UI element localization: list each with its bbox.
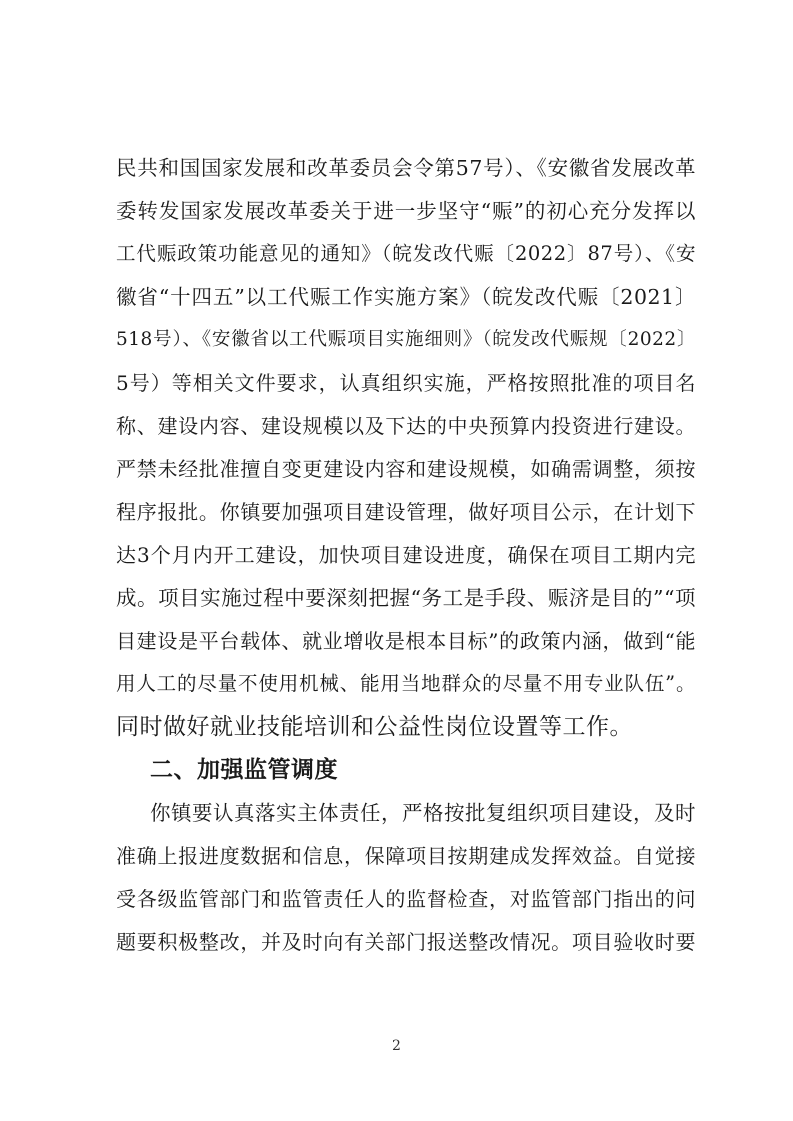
paragraph-line: 成。项目实施过程中要深刻把握“务工是手段、赈济是目的”“项 (116, 586, 696, 610)
paragraph-line: 徽省“十四五”以工代赈工作实施方案》（皖发改代赈〔2021〕 (116, 285, 696, 309)
paragraph-line: 目建设是平台载体、就业增收是根本目标”的政策内涵，做到“能 (116, 629, 696, 653)
paragraph-line: 同时做好就业技能培训和公益性岗位设置等工作。 (116, 714, 633, 740)
paragraph-line: 题要积极整改，并及时向有关部门报送整改情况。项目验收时要 (116, 930, 696, 954)
paragraph-line: 用人工的尽量不使用机械、能用当地群众的尽量不用专业队伍”。 (116, 672, 696, 695)
paragraph-line: 委转发国家发展改革委关于进一步坚守“赈”的初心充分发挥以 (116, 199, 696, 223)
paragraph-line: 严禁未经批准擅自变更建设内容和建设规模，如确需调整，须按 (116, 457, 696, 481)
paragraph-line: 程序报批。你镇要加强项目建设管理，做好项目公示，在计划下 (116, 500, 696, 524)
paragraph-line: 准确上报进度数据和信息，保障项目按期建成发挥效益。自觉接 (116, 844, 696, 868)
paragraph-line: 5号）等相关文件要求，认真组织实施，严格按照批准的项目名 (116, 371, 696, 395)
paragraph-line: 达3个月内开工建设，加快项目建设进度，确保在项目工期内完 (116, 543, 696, 567)
page-number: 2 (392, 1038, 401, 1054)
paragraph-line: 工代赈政策功能意见的通知》（皖发改代赈〔2022〕87号）、《安 (116, 242, 696, 265)
section-heading: 二、加强监管调度 (150, 757, 338, 783)
paragraph-line: 民共和国国家发展和改革委员会令第57号）、《安徽省发展改革 (116, 156, 696, 180)
paragraph-line: 518号）、《安徽省以工代赈项目实施细则》（皖发改代赈规〔2022〕 (116, 329, 696, 350)
paragraph-line: 称、建设内容、建设规模以及下达的中央预算内投资进行建设。 (116, 414, 696, 438)
paragraph-line: 你镇要认真落实主体责任，严格按批复组织项目建设，及时 (150, 801, 696, 825)
paragraph-line: 受各级监管部门和监管责任人的监督检查，对监管部门指出的问 (116, 887, 696, 911)
